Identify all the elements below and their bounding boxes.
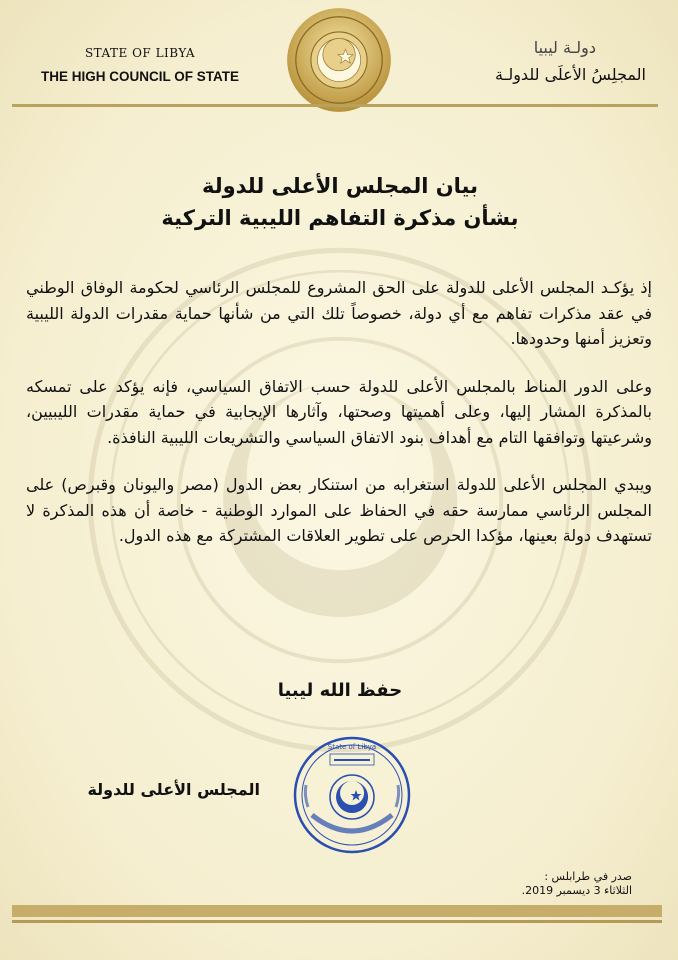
header-english [30,46,250,84]
paragraph-2: وعلى الدور المناط بالمجلس الأعلى للدولة حسب الاتفاق السياسي، فإنه يؤكد على تمسكه بالمذكرة المشار إليها، وعلى أهميتها وصحتها، وآثارها الإيجابية في حماية مقدرات الليبيين، وشرعيتها وتوافقها التام مع أهداف بنود الاتفاق السياسي والتشريعات الليبية النافذة. [26,376,652,447]
signatory: المجلس الأعلى للدولة [87,780,260,799]
title-line-2: بشأن مذكرة التفاهم الليبية التركية [161,206,519,230]
header-arabic [436,38,646,84]
title-line-1: بيان المجلس الأعلى للدولة [201,174,478,198]
paragraph-3: ويبدي المجلس الأعلى للدولة استغرابه من استنكار بعض الدول (مصر واليونان وقبرص) على المجلس الرئاسي ممارسة حقه في الحفاظ على الموارد الوطنية - خاصة أن هذه المذكرة لا تستهدف دولة بعينها، مؤكدا الحرص على تطوير العلاقات المشتركة مع هذه الدول. [26,475,652,545]
stamp-top-text: State of Libya [327,743,377,751]
statement-title [60,170,620,234]
paragraph-1: إذ يؤكـد المجلس الأعلى للدولة على الحق المشروع للمجلس الرئاسي لحكومة الوفاق الوطني في عقد مذكرات تفاهم مع أي دولة، خصوصاً تلك التي من شأنها حماية مقدرات الدولة الليبية وتعزيز أمنها وحدودها. [26,278,652,348]
council-name-ar: المجلِسُ الأعلَى للدولـة [495,65,646,84]
council-name-en: THE HIGH COUNCIL OF STATE [41,69,239,84]
crescent-star-emblem-icon [285,6,393,114]
issue-date: الثلاثاء 3 ديسمبر 2019. [521,884,632,897]
issue-info [482,870,632,898]
state-name-en: STATE OF LIBYA [84,46,196,60]
state-name-ar: دولـة ليبيا [533,38,596,57]
footer-band [12,905,662,917]
statement-body [26,275,652,571]
official-seal-icon [292,735,412,855]
footer-line [12,920,662,923]
issue-place: صدر في طرابلس : [544,870,632,883]
header-divider [12,104,658,107]
closing-phrase: حفظ الله ليبيا [277,680,403,701]
